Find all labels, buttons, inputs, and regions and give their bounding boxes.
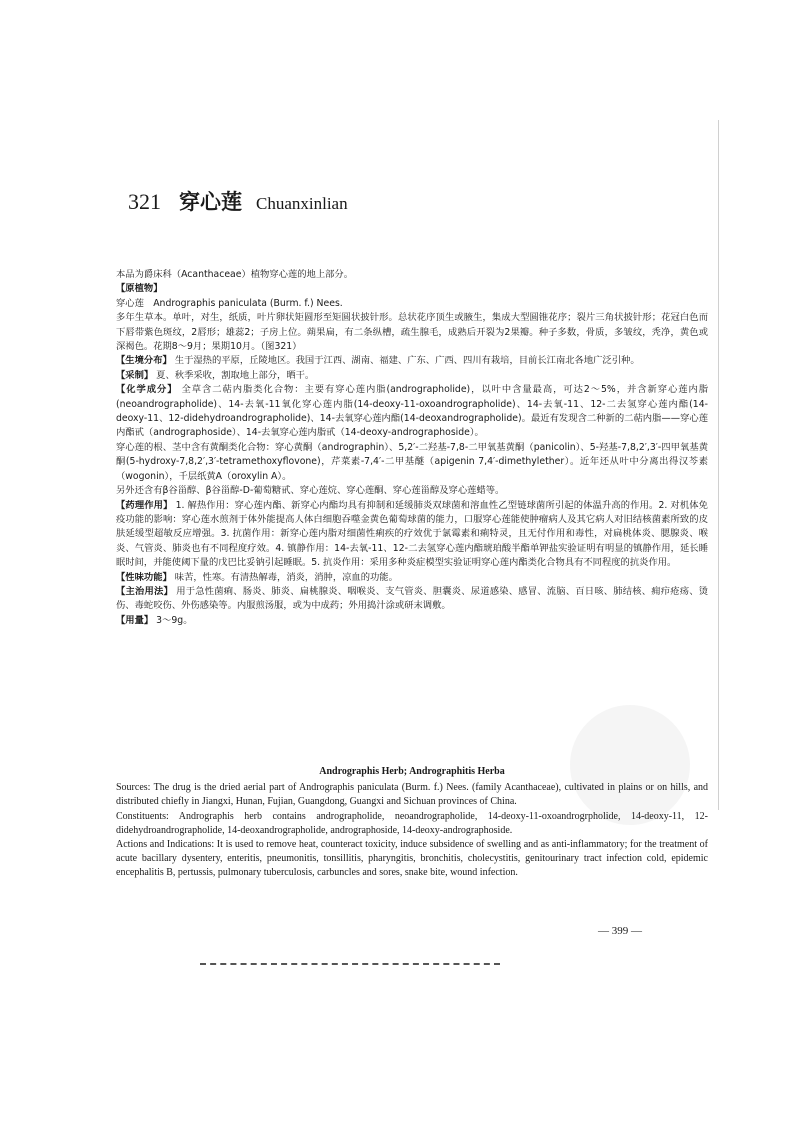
actions-label: Actions and Indications: bbox=[116, 839, 215, 851]
actions-text: It is used to remove heat, counteract toxicity, induce subsidence of swelling and as anti-inflammatory; for the treatment of acute bacillary dysentery, enteritis, pneumonitis, tonsillitis, pharyngitis, bronchitis, cholecystitis, genitourinary tract infection cold, epidemic encephalitis B, pertussis, pulmonary tuberculosis, carbuncles and sores, snake bite, wound infection. bbox=[116, 839, 709, 879]
properties-heading: 【性味功能】 bbox=[116, 571, 172, 583]
usage-heading: 【主治用法】 bbox=[116, 585, 174, 597]
dosage-heading: 【用量】 bbox=[116, 614, 154, 626]
scan-dashed-line bbox=[200, 963, 500, 965]
english-title: Andrographis Herb; Andrographitis Herba bbox=[319, 766, 505, 777]
habitat-text: 生于湿热的平原，丘陵地区。我国于江西、湖南、福建、广东、广西、四川有栽培，目前长江南北各地广泛引种。 bbox=[174, 355, 640, 367]
pharmacology-text: 1. 解热作用：穿心莲内酯、新穿心内酯均具有抑制和延缓肺炎双球菌和溶血性乙型链球菌所引起的体温升高的作用。2. 对机体免疫功能的影响：穿心莲水煎剂于体外能提高人体白细胞吞噬金黄色葡萄球菌的能力，口服穿心莲能使肿瘤病人及其它病人对旧结核菌素所致的皮肤延缓型超敏反应增强。3. 抗菌作用：新穿心莲内脂对细菌性痢疾的疗效优于氯霉素和痢特灵，且无付作用和毒性，对扁桃体炎、腮腺炎、喉炎、气管炎、肺炎也有不同程度疗效。4. 镇静作用：14-去氧-11、12-二去氢穿心莲内酯琥珀酸半酯单钾盐实验证明有明显的镇静作用，延长睡眠时间，并能使阈下量的戊巴比妥钠引起睡眠。5. 抗炎作用：采用多种炎症模型实验证明穿心莲内酯类化合物具有不同程度的抗炎作用。 bbox=[116, 499, 708, 569]
entry-title-chinese: 穿心莲 bbox=[179, 190, 242, 214]
processing-section bbox=[116, 369, 708, 383]
entry-number: 321 bbox=[128, 189, 161, 214]
dosage-section bbox=[116, 614, 708, 628]
english-section bbox=[116, 765, 708, 881]
entry-header bbox=[128, 186, 348, 216]
pharmacology-heading: 【药理作用】 bbox=[116, 499, 173, 511]
entry-title-pinyin: Chuanxinlian bbox=[256, 194, 348, 213]
chemistry-text-1: 全草含二萜内脂类化合物：主要有穿心莲内脂(andrographolide)，以叶中含量最高，可达2～5%，并含新穿心莲内脂(neoandrographolide)、14-去氧-11氧化穿心莲内脂(14-deoxy-11-oxoandrographolide)、14-去氧-11、12-二去氢穿心莲内酯(14-deoxy-11、12-didehydroandrographolide)、14-去氧穿心莲内酯(14-deoxandrographolide)。最近有发现含二种新的二萜内脂——穿心莲内酯甙（andrographoside）、14-去氧穿心莲内脂甙（14-deoxy-andrographoside）。 bbox=[116, 384, 708, 439]
processing-heading: 【采制】 bbox=[116, 369, 154, 381]
english-sources bbox=[116, 781, 708, 809]
plant-name: 穿心莲 Andrographis paniculata (Burm. f.) Nees. bbox=[116, 297, 343, 309]
processing-text: 夏、秋季采收，割取地上部分，晒干。 bbox=[156, 369, 315, 381]
usage-text: 用于急性菌痢、肠炎、肺炎、扁桃腺炎、咽喉炎、支气管炎、胆囊炎、尿道感染、感冒、流脑、百日咳、肺结核、痈疖疮疡、烫伤、毒蛇咬伤、外伤感染等。内服煎汤服，或为中成药；外用捣汁涂或研末调敷。 bbox=[116, 585, 708, 612]
plant-description: 多年生草本。单叶，对生，纸质，叶片卵状矩圆形至矩圆状披针形。总状花序顶生或腋生，集成大型圆锥花序；裂片三角状披针形；花冠白色而下唇带紫色斑纹，2唇形；雄蕊2；子房上位。蒴果扁，有二条纵槽，疏生腺毛，成熟后开裂为2果瓣。种子多数，骨质，多皱纹，秃净，黄色或深褐色。花期8～9月；果期10月。（图321） bbox=[116, 312, 708, 353]
dosage-text: 3～9g。 bbox=[156, 614, 193, 626]
chinese-body bbox=[116, 268, 708, 628]
intro-text: 本品为爵床科（Acanthaceae）植物穿心莲的地上部分。 bbox=[116, 269, 354, 280]
sources-text: The drug is the dried aerial part of Andrographis paniculata (Burm. f.) Nees. (family Acanthaceae), cultivated in plains or on hills, and distributed chiefly in Jiangxi, Hunan, Fujian, Guangdong, Guangxi and Sichuan provinces of China. bbox=[116, 782, 709, 808]
page-number: — 399 — bbox=[598, 925, 642, 937]
chemistry-heading: 【化学成分】 bbox=[116, 384, 178, 396]
page-edge-line bbox=[718, 120, 719, 810]
chemistry-text-3: 另外还含有β谷甾醇、β谷甾醇-D-葡萄糖甙、穿心莲烷、穿心莲酮、穿心莲甾醇及穿心莲蜡等。 bbox=[116, 485, 505, 497]
english-constituents bbox=[116, 810, 708, 838]
usage-section bbox=[116, 585, 708, 614]
english-actions bbox=[116, 838, 708, 881]
constituents-label: Constituents: bbox=[116, 810, 169, 822]
chemistry-section bbox=[116, 383, 708, 441]
properties-text: 味苦，性寒。有清热解毒，消炎，消肿，凉血的功能。 bbox=[174, 571, 398, 583]
habitat-section bbox=[116, 354, 708, 368]
plant-heading: 【原植物】 bbox=[116, 283, 163, 295]
chemistry-text-2: 穿心莲的根、茎中含有黄酮类化合物：穿心黄酮（andrographin）、5,2′-二羟基-7,8-二甲氧基黄酮（panicolin）、5-羟基-7,8,2′,3′-四甲氧基黄酮(5-hydroxy-7,8,2′,3′-tetramethoxyflovone)，芹菜素-7,4′-二甲基醚（apigenin 7,4′-dimethylether）。近年还从叶中分离出得汉芩素（wogonin），千层纸黄A（oroxylin A）。 bbox=[116, 441, 708, 482]
habitat-heading: 【生境分布】 bbox=[116, 355, 172, 367]
constituents-text: Andrographis herb contains andrographolide, neoandrographolide, 14-deoxy-11-oxoandrogrpholide, 14-deoxy-11, 12-didehydroandrographolide, 14-deoxandrographolide, andrographoside, 14-deoxy-andrographoside. bbox=[116, 810, 709, 836]
sources-label: Sources: bbox=[116, 782, 151, 794]
pharmacology-section bbox=[116, 499, 708, 571]
properties-section bbox=[116, 571, 708, 585]
